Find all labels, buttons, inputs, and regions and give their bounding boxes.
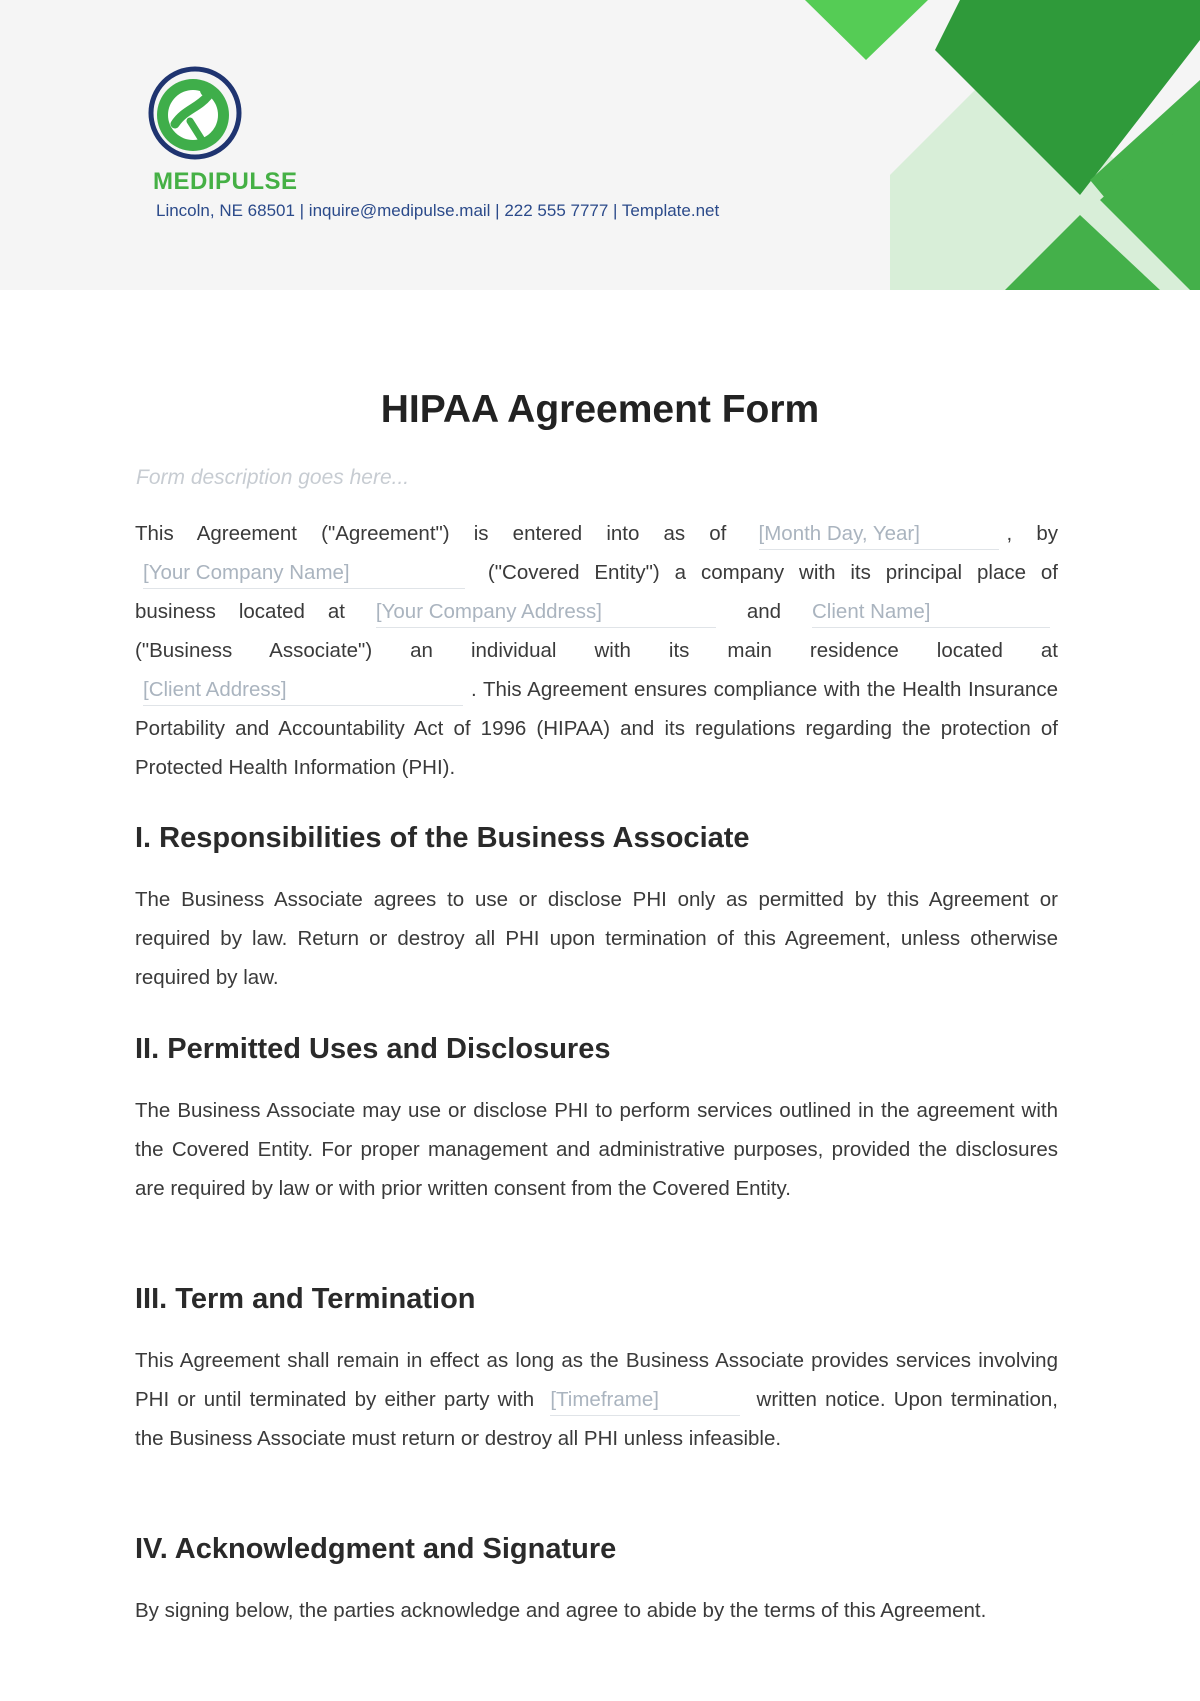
company-address-field[interactable]: [Your Company Address] [376,597,716,628]
section-body [135,1091,1058,1208]
form-description-field[interactable]: Form description goes here... [136,466,410,489]
section-text: This Agreement shall remain in effect as long as the Business Associate provides services involving PHI or until terminated by either party with [135,1349,1058,1411]
section-text: The Business Associate agrees to use or disclose PHI only as permitted by this Agreement or required by law. Return or destroy all PHI upon termination of this Agreement, unless otherwise required by law. [135,888,1058,989]
timeframe-field[interactable]: [Timeframe] [550,1385,740,1416]
page-title: HIPAA Agreement Form [380,388,820,431]
letterhead [0,0,1200,290]
contact-line: Lincoln, NE 68501 | inquire@medipulse.mail | 222 555 7777 | Template.net [156,201,720,220]
intro-text-1: This Agreement ("Agreement") is entered into as of [135,522,727,545]
section-heading: I. Responsibilities of the Business Associate [135,822,750,854]
client-address-field[interactable]: [Client Address] [143,675,463,706]
intro-text-4: and [746,600,782,623]
intro-text-6: . This Agreement ensures compliance with the Health Insurance Portability and Accountability Act of 1996 (HIPAA) and its regulations regarding the protection of Protected Health Information (PHI). [135,678,1058,779]
section-heading: IV. Acknowledgment and Signature [135,1533,617,1565]
medipulse-logo-icon [148,66,242,160]
section-body [135,1591,1058,1630]
section-text: By signing below, the parties acknowledge and agree to abide by the terms of this Agreement. [135,1599,987,1622]
intro-paragraph [135,514,1058,787]
intro-text-5: ("Business Associate") an individual with its main residence located at [135,639,1058,662]
date-field[interactable]: [Month Day, Year] [759,519,999,550]
section-body [135,1341,1058,1458]
section-text: The Business Associate may use or disclose PHI to perform services outlined in the agreement with the Covered Entity. For proper management and administrative purposes, provided the disclosures are required by law or with prior written consent from the Covered Entity. [135,1099,1058,1200]
section-text: written notice. Upon termination, the Business Associate must return or destroy all PHI unless infeasible. [135,1388,1059,1450]
company-name-field[interactable]: [Your Company Name] [143,558,465,589]
client-name-field[interactable]: Client Name] [812,597,1050,628]
intro-text-3: ("Covered Entity") a company with its principal place of business located at [135,561,1059,623]
brand-name: MEDIPULSE [153,168,298,195]
section-body [135,880,1058,997]
section-heading: III. Term and Termination [135,1283,476,1315]
intro-text-2: , by [1006,522,1058,545]
deco-triangle-top [805,0,928,60]
section-heading: II. Permitted Uses and Disclosures [135,1033,611,1065]
